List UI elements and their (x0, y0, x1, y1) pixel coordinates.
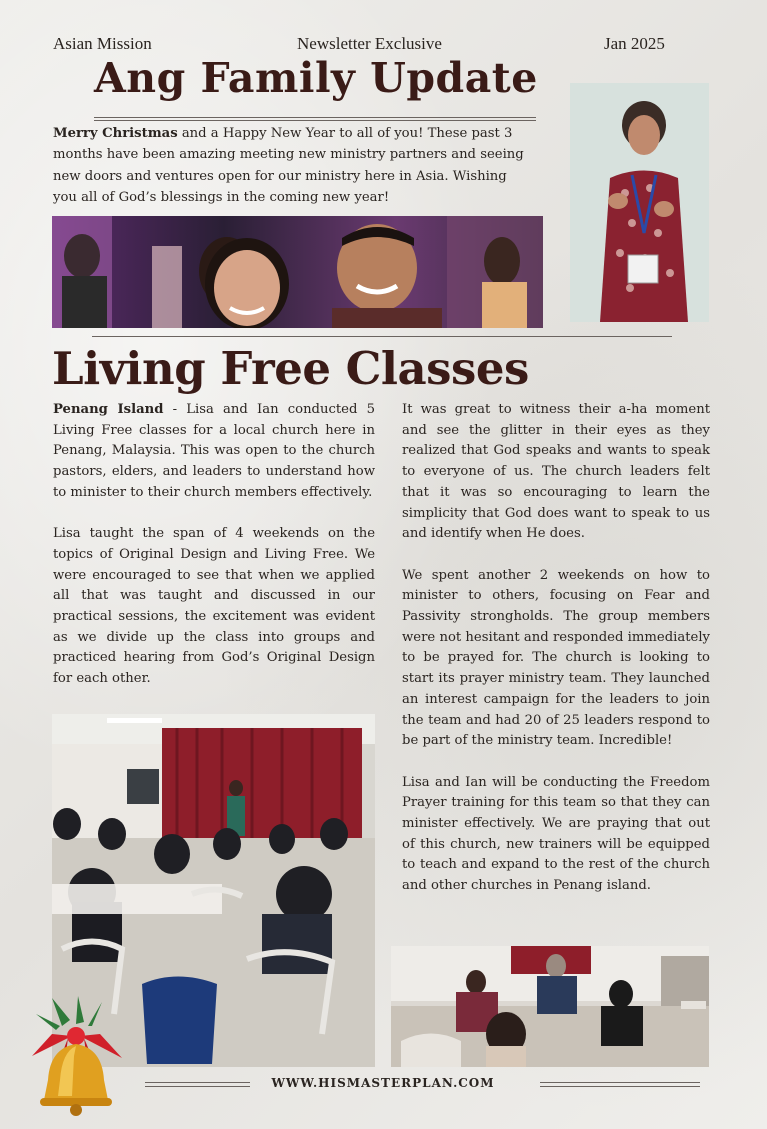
selfie-photo (52, 216, 543, 328)
left-column (53, 400, 375, 711)
section-rule (92, 336, 672, 337)
headline-rule (94, 117, 536, 118)
right-paragraph-1: It was great to witness their a-ha moment and see the glitter in their eyes as they realized that God speaks and wants to speak to everyone of us. The church leaders felt that it was so encouraging to learn the simplicity that God does want to speak to us and identify when He does. (402, 402, 710, 542)
masthead-date: Jan 2025 (604, 34, 665, 53)
speaker-photo (570, 83, 709, 322)
footer-rule-right (540, 1082, 700, 1083)
left-lead: Penang Island (53, 402, 164, 417)
masthead-center: Newsletter Exclusive (297, 34, 442, 53)
section-title: Living Free Classes (52, 342, 529, 395)
headline-rule-2 (94, 120, 536, 121)
right-paragraph-2: We spent another 2 weekends on how to minister to others, focusing on Fear and Passivity strongholds. The group members were not hesitant and responded immediately to be prayed for. The church is looking to start its prayer ministry team. They launched an interest campaign for the leaders to join the team and had 20 of 25 leaders respond to be part of the ministry team. Incredible! (402, 567, 710, 749)
footer-rule-left (145, 1082, 250, 1083)
left-p1-text: - Lisa and Ian conducted 5 Living Free classes for a local church here in Penang, Malaysia. This was open to the church pastors, elders, and leaders to understand how to minister to their church members effectively. (53, 402, 375, 500)
masthead-left: Asian Mission (53, 34, 152, 53)
right-paragraph-3: Lisa and Ian will be conducting the Freedom Prayer training for this team so that they can minister effectively. We are praying that out of this church, new trainers will be equipped to teach and expand to the rest of the church and other churches in Penang island. (402, 774, 710, 894)
prayer-group-photo (391, 946, 709, 1067)
left-paragraph-2: Lisa taught the span of 4 weekends on the topics of Original Design and Living Free. We were encouraged to see that when we applied all that was taught and discussed in our practical sessions, the excitement was evident as we divide up the class into groups and practiced hearing from God’s Original Design for each other. (53, 526, 375, 687)
intro-paragraph (53, 123, 529, 208)
footer-website-link[interactable]: WWW.HISMASTERPLAN.COM (271, 1076, 495, 1090)
footer-rule-right-2 (540, 1086, 700, 1087)
intro-lead: Merry Christmas (53, 126, 178, 141)
intro-body: and a Happy New Year to all of you! These past 3 months have been amazing meeting new ministry partners and seeing new doors and ventures open for our ministry here in Asia. Wishing you all of God’s blessings in the coming new year! (53, 126, 524, 205)
left-paragraph-1 (53, 400, 375, 504)
christmas-bell-icon (22, 996, 130, 1120)
footer-rule-left-2 (145, 1086, 250, 1087)
headline: Ang Family Update (94, 54, 538, 102)
right-column (402, 400, 710, 918)
